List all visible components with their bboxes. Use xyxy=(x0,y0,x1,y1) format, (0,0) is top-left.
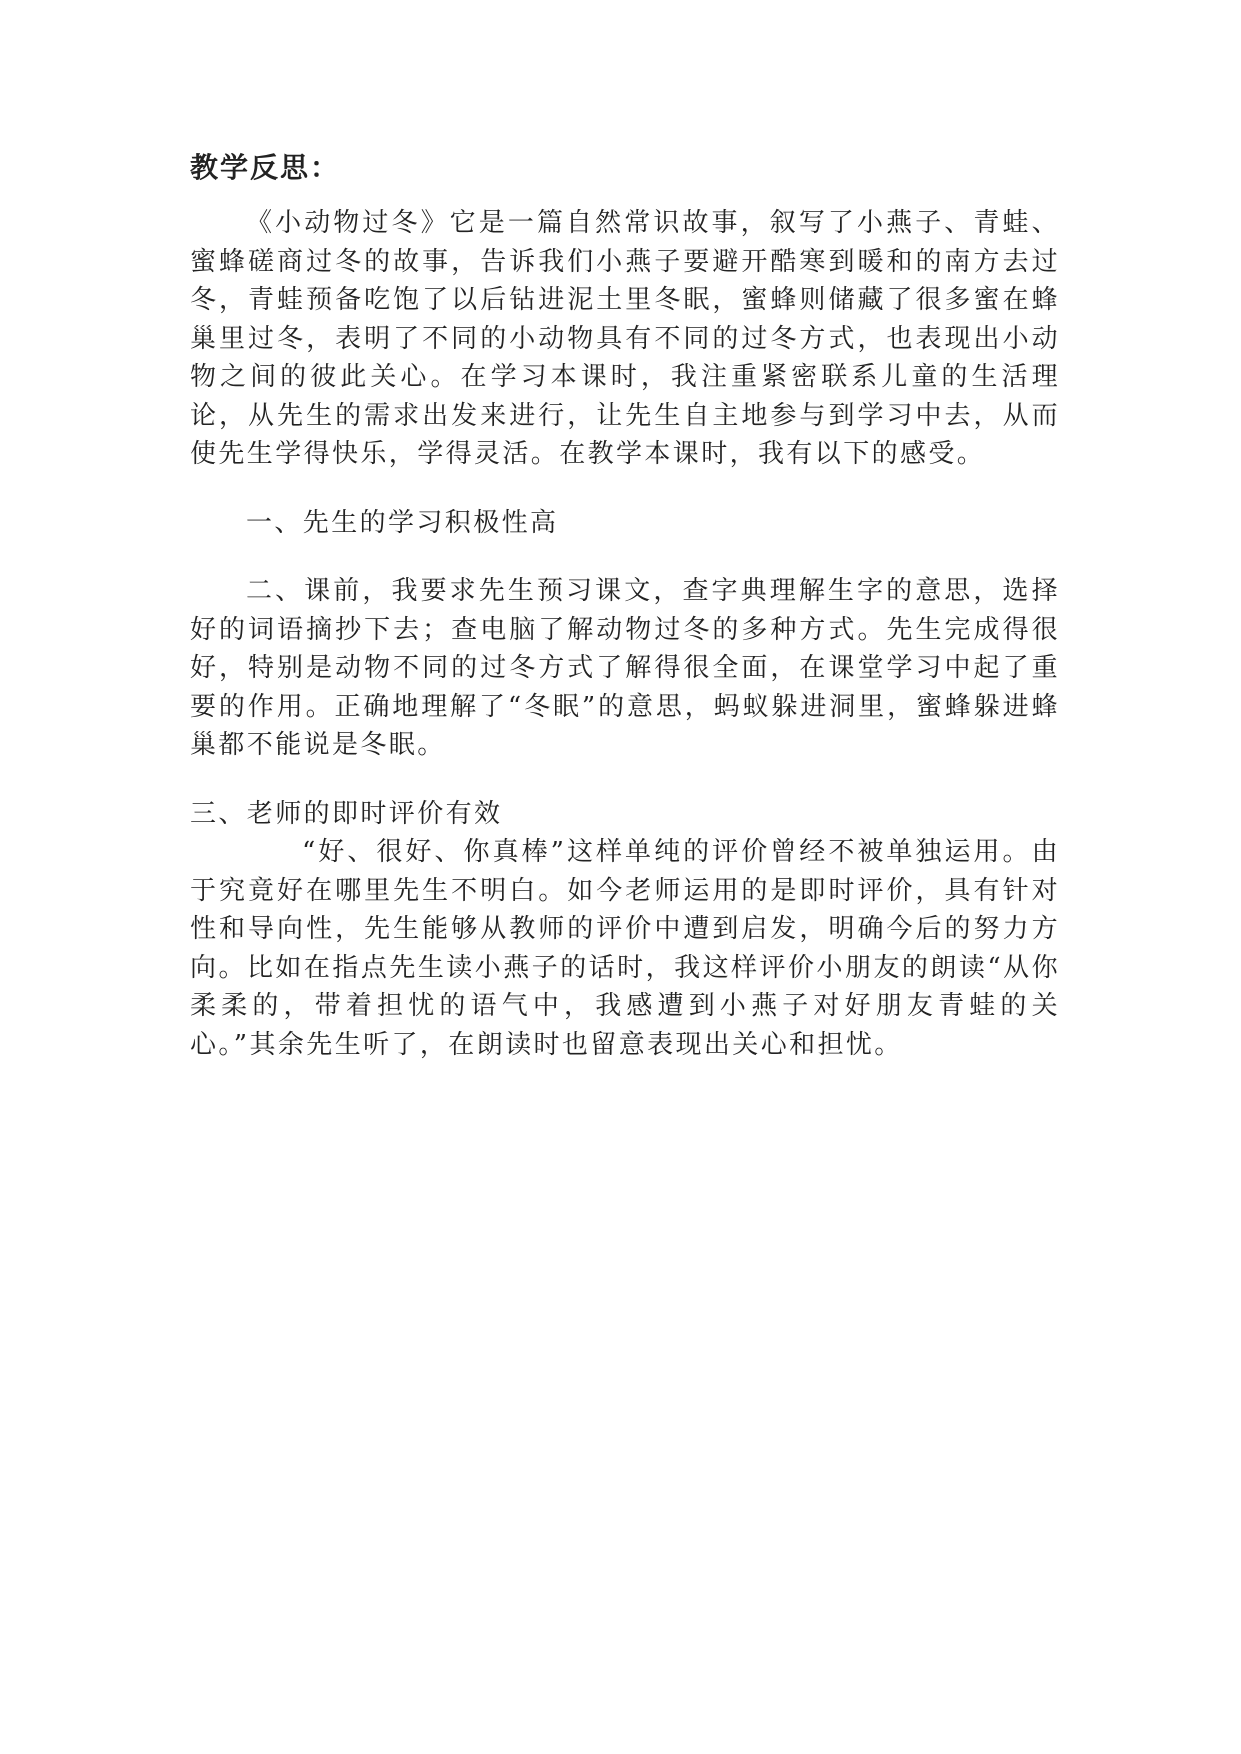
document-body xyxy=(190,148,1060,1064)
paragraph-point-three-body: “好、很好、你真棒”这样单纯的评价曾经不被单独运用。由于究竟好在哪里先生不明白。如今老师运用的是即时评价，具有针对性和导向性，先生能够从教师的评价中遭到启发，明确今后的努力方向。比如在指点先生读小燕子的话时，我这样评价小朋友的朗读“从你柔柔的，带着担忧的语气中，我感遭到小燕子对好朋友青蛙的关心。”其余先生听了，在朗读时也留意表现出关心和担忧。 xyxy=(190,837,1060,1060)
paragraph-point-two: 二、课前，我要求先生预习课文，查字典理解生字的意思，选择好的词语摘抄下去；查电脑了解动物过冬的多种方式。先生完成得很好，特别是动物不同的过冬方式了解得很全面，在课堂学习中起了重要的作用。正确地理解了“冬眠”的意思，蚂蚁躲进洞里，蜜蜂躲进蜂巢都不能说是冬眠。 xyxy=(190,576,1060,760)
paragraph-point-three-heading: 三、老师的即时评价有效 xyxy=(190,798,503,829)
paragraph-point-one: 一、先生的学习积极性高 xyxy=(246,507,559,538)
document-title: 教学反思： xyxy=(190,151,341,184)
paragraph-intro: 《小动物过冬》它是一篇自然常识故事，叙写了小燕子、青蛙、蜜蜂磋商过冬的故事，告诉我们小燕子要避开酷寒到暖和的南方去过冬，青蛙预备吃饱了以后钻进泥土里冬眠，蜜蜂则储藏了很多蜜在蜂巢里过冬，表明了不同的小动物具有不同的过冬方式，也表现出小动物之间的彼此关心。在学习本课时，我注重紧密联系儿童的生活理论，从先生的需求出发来进行，让先生自主地参与到学习中去，从而使先生学得快乐，学得灵活。在教学本课时，我有以下的感受。 xyxy=(190,208,1060,469)
